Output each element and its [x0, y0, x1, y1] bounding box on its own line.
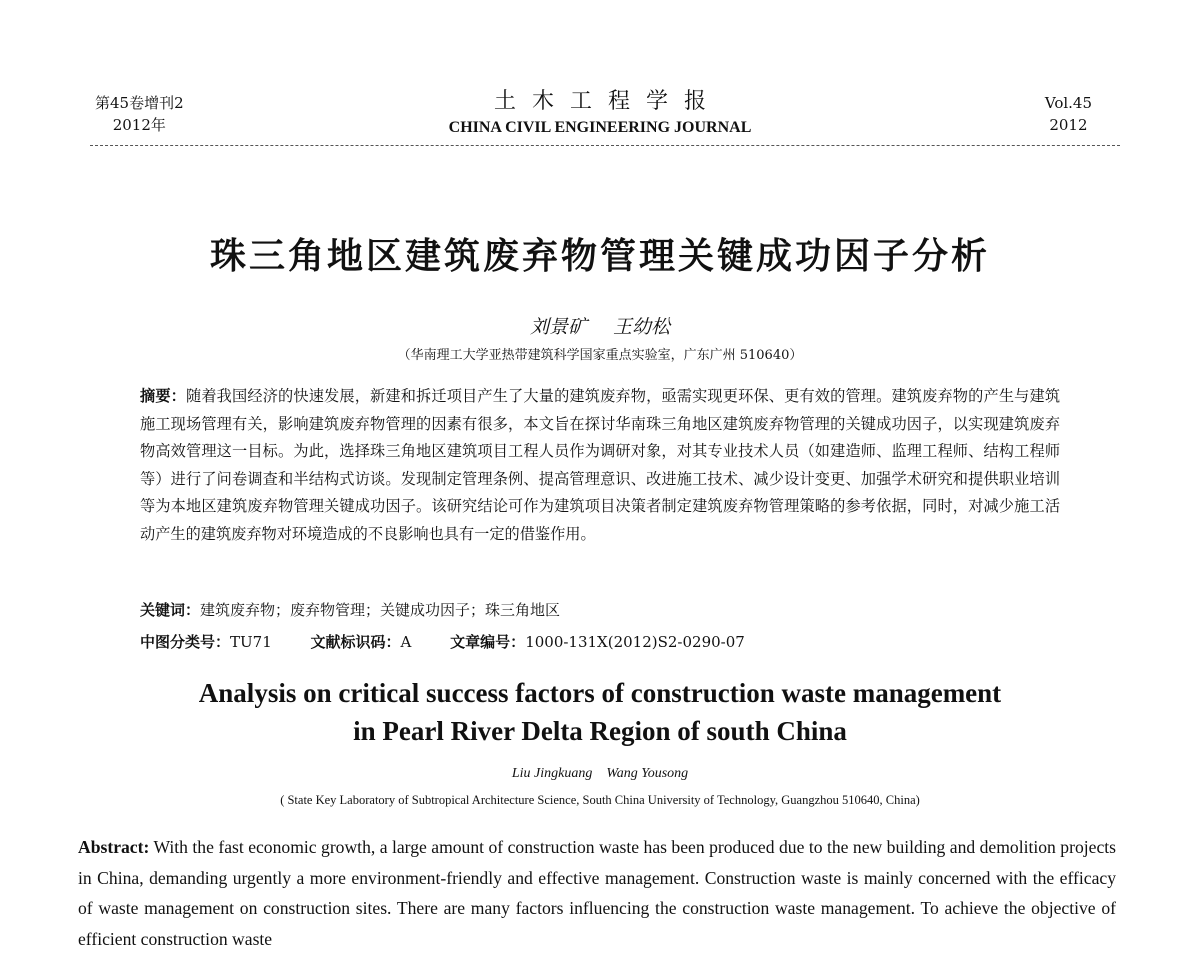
header-volume-info: [95, 92, 184, 136]
authors-en: [0, 766, 1200, 782]
paper-title-cn: 珠三角地区建筑废弃物管理关键成功因子分析: [209, 236, 990, 277]
volume-cn: 第45卷增刊2: [95, 94, 184, 112]
abstract-en-label: Abstract: [78, 837, 144, 857]
author-en: Liu Jingkuang: [511, 766, 593, 781]
affiliation-cn: （华南理工大学亚热带建筑科学国家重点实验室，广东广州 510640）: [397, 348, 803, 363]
year-cn: 2012年: [112, 116, 166, 134]
abstract-en: [78, 832, 1116, 954]
classification-line: [140, 631, 779, 652]
paper-title-en: [0, 674, 1200, 750]
title-en-line1: Analysis on critical success factors of construction waste management: [198, 678, 1002, 708]
affiliation-en: ( State Key Laboratory of Subtropical Architecture Science, South China University of Technology, Guangzhou 510640, China): [280, 793, 920, 807]
abstract-cn-text: 随着我国经济的快速发展，新建和拆迁项目产生了大量的建筑废弃物，亟需实现更环保、更有效的管理。建筑废弃物的产生与建筑施工现场管理有关，影响建筑废弃物管理的因素有很多，本文旨在探讨华南珠三角地区建筑废弃物管理的关键成功因子，以实现建筑废弃物高效管理这一目标。为此，选择珠三角地区建筑项目工程人员作为调研对象，对其专业技术人员（如建造师、监理工程师、结构工程师等）进行了问卷调查和半结构式访谈。发现制定管理条例、提高管理意识、改进施工技术、减少设计变更、加强学术研究和提供职业培训等为本地区建筑废弃物管理关键成功因子。该研究结论可作为建筑项目决策者制定建筑废弃物管理策略的参考依据，同时，对减少施工活动产生的建筑废弃物对环境造成的不良影响也具有一定的借鉴作用。: [140, 387, 1061, 543]
doc-code-value: A: [400, 633, 412, 651]
article-number-value: 1000-131X(2012)S2-0290-07: [525, 633, 745, 651]
year-en: 2012: [1049, 116, 1088, 134]
article-number-label: 文章编号：: [450, 633, 526, 651]
journal-name-en: CHINA CIVIL ENGINEERING JOURNAL: [448, 119, 752, 136]
keywords-text: 建筑废弃物；废弃物管理；关键成功因子；珠三角地区: [200, 601, 561, 619]
volume-en: Vol.45: [1044, 94, 1092, 112]
doc-code-label: 文献标识码：: [310, 633, 401, 651]
keywords-cn: [140, 599, 560, 620]
header-divider: [90, 145, 1120, 146]
clc-value: TU71: [230, 633, 272, 651]
header-volume-en: [1045, 92, 1092, 136]
author-cn: 王幼松: [613, 316, 671, 338]
abstract-cn-label: 摘要：: [140, 387, 187, 405]
authors-cn: [0, 312, 1200, 339]
journal-name-cn: 土木工程学报: [493, 89, 722, 114]
title-en-line2: in Pearl River Delta Region of south China: [353, 716, 847, 746]
keywords-label: 关键词：: [140, 601, 201, 619]
abstract-cn: [140, 383, 1060, 549]
abstract-en-text: With the fast economic growth, a large amount of construction waste has been produced due to the new building and demolition projects in China, demanding urgently a more environment-friendly and effective management. Construction waste is mainly concerned with the efficacy of waste management on construction sites. There are many factors influencing the construction waste management. To achieve the objective of efficient construction waste: [78, 837, 1116, 949]
clc-label: 中图分类号：: [140, 633, 231, 651]
author-en: Wang Yousong: [606, 766, 689, 781]
author-cn: 刘景矿: [529, 316, 587, 338]
journal-masthead: [380, 84, 820, 137]
abstract-en-colon: :: [143, 837, 150, 857]
